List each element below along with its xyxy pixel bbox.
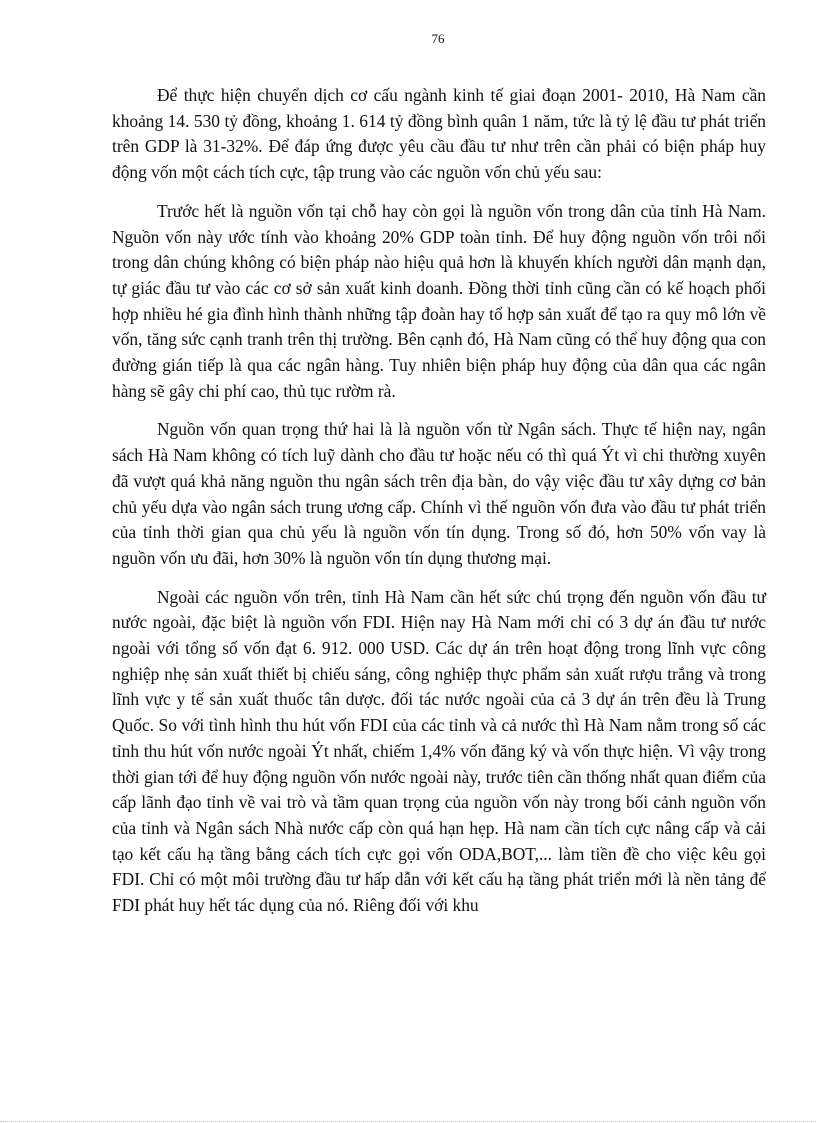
paragraph-4: Ngoài các nguồn vốn trên, tỉnh Hà Nam cần hết sức chú trọng đến nguồn vốn đầu tư nước ngoài, đặc biệt là nguồn vốn FDI. Hiện nay Hà Nam mới chỉ có 3 dự án đầu tư nước ngoài với tổng số vốn đạt 6. 912. 000 USD. Các dự án trên hoạt động trong lĩnh vực công nghiệp nhẹ sản xuất thiết bị chiếu sáng, công nghiệp thực phẩm sản xuất rượu trắng và trong lĩnh vực y tế sản xuất thuốc tân dược. đối tác nước ngoài của cả 3 dự án trên đều là Trung Quốc. So với tình hình thu hút vốn FDI của các tỉnh và cả nước thì Hà Nam nằm trong số các tỉnh thu hút vốn nước ngoài Ýt nhất, chiếm 1,4% vốn đăng ký và vốn thực hiện. Vì vậy trong thời gian tới để huy động nguồn vốn nước ngoài này, trước tiên cần thống nhất quan điểm của cấp lãnh đạo tỉnh về vai trò và tầm quan trọng của nguồn vốn này trong bối cảnh nguồn vốn của tỉnh và Ngân sách Nhà nước cấp còn quá hạn hẹp. Hà nam cần tích cực nâng cấp và cải tạo kết cấu hạ tầng bằng cách tích cực gọi vốn ODA,BOT,... làm tiền đề cho việc kêu gọi FDI. Chỉ có một môi trường đầu tư hấp dẫn với kết cấu hạ tầng phát triển mới là nền tảng để FDI phát huy hết tác dụng của nó. Riêng đối với khu (112, 586, 766, 916)
body-text (112, 83, 766, 932)
bottom-border (0, 1121, 816, 1122)
page-number: 76 (431, 31, 445, 46)
paragraph-3: Nguồn vốn quan trọng thứ hai là là nguồn vốn từ Ngân sách. Thực tế hiện nay, ngân sách Hà Nam không có tích luỹ dành cho đầu tư hoặc nếu có thì quá Ýt vì chi thường xuyên đã vượt quá khả năng nguồn thu ngân sách trên địa bàn, do vậy việc đầu tư xây dựng cơ bản chủ yếu dựa vào ngân sách trung ương cấp. Chính vì thế nguồn vốn đưa vào đầu tư phát triển của tỉnh thời gian qua chủ yếu là nguồn vốn tín dụng. Trong số đó, hơn 50% vốn vay là nguồn vốn ưu đãi, hơn 30% là nguồn vốn tín dụng thương mại. (112, 419, 766, 568)
paragraph-1: Để thực hiện chuyển dịch cơ cấu ngành kinh tế giai đoạn 2001- 2010, Hà Nam cần khoảng 14. 530 tỷ đồng, khoảng 1. 614 tỷ đồng bình quân 1 năm, tức là tỷ lệ đầu tư phát triển trên GDP là 31-32%. Để đáp ứng được yêu cầu đầu tư như trên cần phải có biện pháp huy động vốn một cách tích cực, tập trung vào các nguồn vốn chủ yếu sau: (112, 85, 766, 183)
paragraph-2: Trước hết là nguồn vốn tại chỗ hay còn gọi là nguồn vốn trong dân của tỉnh Hà Nam. Nguồn vốn này ước tính vào khoảng 20% GDP toàn tỉnh. Để huy động nguồn vốn trôi nổi trong dân chúng không có biện pháp nào hiệu quả hơn là khuyến khích người dân mạnh dạn, tự giác đầu tư vào các cơ sở sản xuất kinh doanh. Đồng thời tỉnh cũng cần có kế hoạch phối hợp nhiều hé gia đình hình thành những tập đoàn hay tổ hợp sản xuất để tạo ra quy mô lớn về vốn, tăng sức cạnh tranh trên thị trường. Bên cạnh đó, Hà Nam cũng có thể huy động qua con đường gián tiếp là qua các ngân hàng. Tuy nhiên biện pháp huy động của dân qua các ngân hàng sẽ gây chi phí cao, thủ tục rườm rà. (112, 200, 766, 401)
